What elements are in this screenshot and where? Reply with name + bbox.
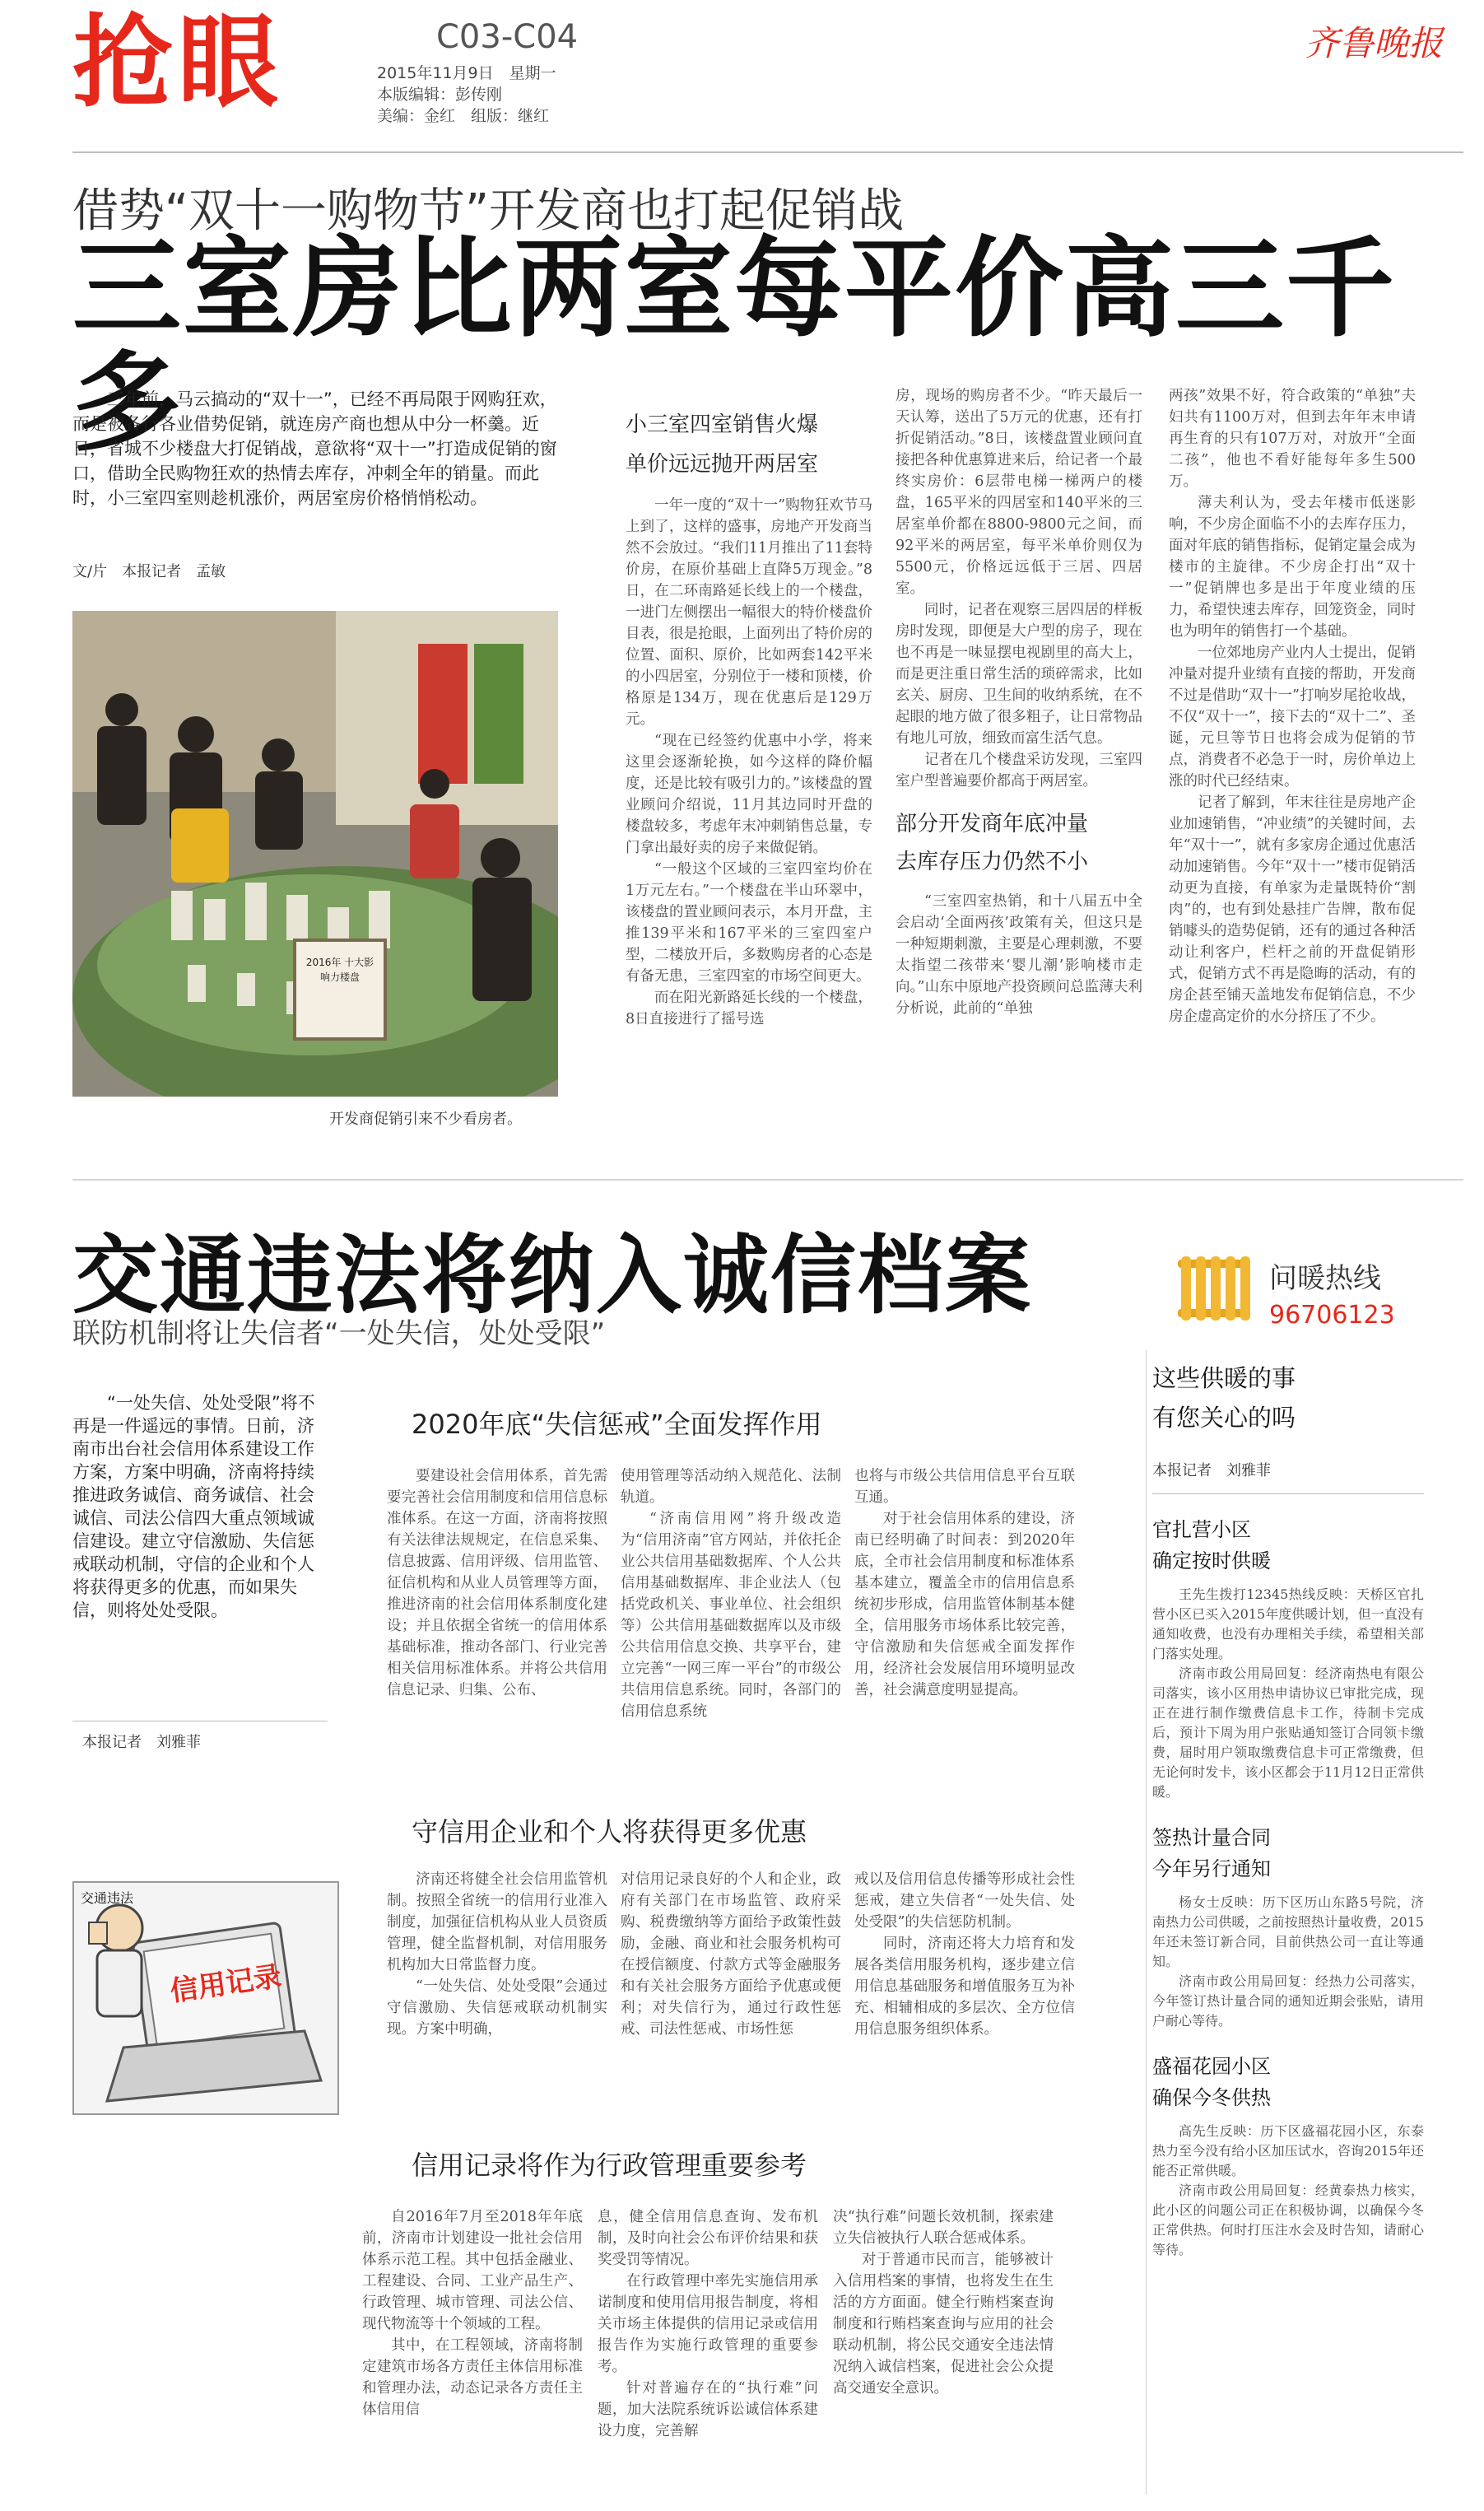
sidebar-item-text bbox=[1152, 1893, 1424, 2031]
sidebar-rule bbox=[1152, 1493, 1424, 1494]
story2-intro-text: “一处失信、处处受限”将不再是一件遥远的事情。日前，济南市出台社会信用体系建设工作方案，方案中明确，济南将持续推进政务诚信、商务诚信、社会诚信、司法公信四大重点领域诚信建设。建立守信激励、失信惩戒联动机制，守信的企业和个人将获得更多的优惠，而如果失信，则将处处受限。 bbox=[72, 1393, 315, 1620]
paragraph: 其中，在工程领域，济南将制定建筑市场各方责任主体信用标准和管理办法，动态记录各方责任主体信用信 bbox=[362, 2337, 583, 2418]
sidebar-divider bbox=[1146, 1350, 1147, 2495]
paragraph: 王先生拨打12345热线反映：天桥区官扎营小区已买入2015年度供暖计划，但一直没有通知收费，也没有办理相关手续，希望相关部门落实处理。 bbox=[1152, 1586, 1424, 1661]
story1-subhead-b1: 部分开发商年底冲量 bbox=[896, 812, 1089, 836]
paragraph: 决“执行难”问题长效机制，探索建立失信被执行人联合惩戒体系。 bbox=[833, 2209, 1054, 2247]
heating-sidebar bbox=[1152, 1358, 1424, 2260]
paragraph: 记者在几个楼盘采访发现，三室四室户型普遍要价都高于两居室。 bbox=[896, 752, 1142, 790]
paragraph: 济南市政公用局回复：经黄泰热力核实，此小区的问题公司正在积极协调，以确保今冬正常供热。何时打压注水会及时告知，请耐心等待。 bbox=[1152, 2183, 1424, 2257]
paragraph: 使用管理等活动纳入规范化、法制轨道。 bbox=[621, 1468, 841, 1506]
story1-subhead-b2: 去库存压力仍然不小 bbox=[896, 850, 1089, 874]
story2-sec2-col1 bbox=[387, 1869, 607, 2040]
story-divider bbox=[72, 1179, 1463, 1181]
story2-sec1-col2 bbox=[621, 1465, 841, 1722]
paragraph: “三室四室热销，和十八届五中全会启动‘全面两孩’政策有关，但这只是一种短期刺激，主要是心理刺激，不要太指望二孩带来‘婴儿潮’影响楼市走向。”山东中原地产投资顾问总监薄夫利分析说，此前的“单独 bbox=[896, 893, 1142, 1017]
hotline-label: 问暖热线 bbox=[1269, 1262, 1381, 1295]
story2-intro bbox=[72, 1391, 319, 1622]
story2-sec2-col2 bbox=[621, 1869, 841, 2040]
paragraph: “济南信用网”将升级改造为“信用济南”官方网站，并依托企业公共信用基础数据库、个人公共信用基础数据库、非企业法人（包括党政机关、事业单位、社会组织等）公共信用基础数据库以及市级公共信用信息交换、共享平台，建立完善“一网三库一平台”的市级公共信用信息系统。同时，各部门的信用信息系统 bbox=[621, 1511, 841, 1720]
story1-headline: 三室房比两室每平价高三千多 bbox=[72, 226, 1396, 467]
sidebar-item-head-2: 确保今冬供热 bbox=[1152, 2086, 1271, 2109]
paragraph: 息，健全信用信息查询、发布机制，及时向社会公布评价结果和获奖受罚等情况。 bbox=[598, 2209, 818, 2268]
sidebar-item-head-2: 确定按时供暖 bbox=[1152, 1549, 1271, 1572]
paragraph: 自2016年7月至2018年年底前，济南市计划建设一批社会信用体系示范工程。其中包括金融业、工程建设、合同、工业产品生产、行政管理、城市管理、司法公信、现代物流等十个领域的工程。 bbox=[362, 2209, 583, 2332]
story1-col2a-text bbox=[896, 385, 1142, 792]
sales-office-photo bbox=[72, 611, 558, 1097]
story2-sec1-col3 bbox=[854, 1465, 1075, 1701]
paragraph: 而在阳光新路延长线的一个楼盘，8日直接进行了摇号选 bbox=[626, 990, 872, 1027]
story2-subtitle: 联防机制将让失信者“一处失信，处处受限” bbox=[72, 1317, 606, 1350]
sidebar-item-head-1: 盛福花园小区 bbox=[1152, 2055, 1271, 2078]
story1-col3-text bbox=[1169, 385, 1416, 1027]
paragraph: 房，现场的购房者不少。“昨天最后一天认筹，送出了5万元的优惠，还有打折促销活动。”8日，该楼盘置业顾问直接把各种优惠算进来后，给记者一个最终实房价：6层带电梯一梯两户的楼盘，165平米的四居室和140平米的三居室单价都在8800-9800元之间，而92平米的两居室，每平米单价则仅为5500元，价格远远低于三居、四居室。 bbox=[896, 388, 1142, 597]
story1-lead-text: 三年前，马云搞动的“双十一”，已经不再局限于网购狂欢，而是被各行各业借势促销，就连房产商也想从中分一杯羹。近日，省城不少楼盘大打促销战，意欲将“双十一”打造成促销的窗口，借助全民购物狂欢的热情去库存，冲刺全年的销量。而此时，小三室四室则趁机涨价，两居室房价格悄悄松动。 bbox=[72, 389, 557, 508]
photo-sign-text: 2016年 十大影响力楼盘 bbox=[305, 957, 374, 983]
story1-photo-caption: 开发商促销引来不少看房者。 bbox=[329, 1111, 522, 1128]
sidebar-item bbox=[1152, 1514, 1424, 1802]
story2-sec3-col2 bbox=[598, 2206, 818, 2442]
story2-sec2-col3 bbox=[854, 1869, 1075, 2040]
issue-meta bbox=[377, 63, 556, 127]
radiator-icon bbox=[1173, 1251, 1255, 1325]
paragraph: 记者了解到，年末往往是房地产企业加速销售，“冲业绩”的关键时间，去年“双十一”，就有多家房企通过优惠活动加速销售。今年“双十一”楼市促销活动更为直接，有单家为走量既特价“割肉”的，也有到处悬挂广告牌，散布促销噱头的造势促销，还有的通过各种活动让利客户，栏杆之前的开盘促销形式，促销方式不再是隐晦的活动，有的房企甚至铺天盖地发布促销信息，不少房企虚高定价的水分挤压了不少。 bbox=[1169, 794, 1416, 1025]
paragraph: 同时，记者在观察三居四居的样板房时发现，即便是大户型的房子，现在也不再是一味显摆电视剧里的高大上，而是更注重日常生活的琐碎需求，比如玄关、厨房、卫生间的收纳系统，在不起眼的地方做了很多粗子，让日常物品有地儿可放，细致而富生活气息。 bbox=[896, 602, 1142, 747]
paragraph: 针对普遍存在的“执行难”问题，加大法院系统诉讼诚信体系建设力度，完善解 bbox=[598, 2380, 818, 2439]
issue-date: 2015年11月9日 星期一 bbox=[377, 64, 556, 82]
paragraph: “现在已经签约优惠中小学，将来这里会逐渐轮换，如今这样的降价幅度，还是比较有吸引力的。”该楼盘的置业顾问介绍说，11月其边同时开盘的楼盘较多，考虑年末冲刺销售总量，专门拿出最好卖的房子来做促销。 bbox=[626, 733, 872, 856]
paragraph: 杨女士反映：历下区历山东路5号院，济南热力公司供暖，之前按照热计量收费，2015年还未签订新合同，目前供热公司一直让等通知。 bbox=[1152, 1894, 1424, 1969]
paragraph: 济南市政公用局回复：经热力公司落实，今年签订热计量合同的通知近期会张贴，请用户耐心等待。 bbox=[1152, 1973, 1424, 2029]
sidebar-item-text bbox=[1152, 1585, 1424, 1802]
sidebar-item-head-1: 签热计量合同 bbox=[1152, 1826, 1271, 1849]
story1-photo bbox=[72, 611, 558, 1097]
newspaper-logo: 齐鲁晚报 bbox=[1305, 23, 1444, 63]
paragraph: 对于普通市民而言，能够被计入信用档案的事情，也将发生在生活的方方面面。健全行贿档案查询制度和行贿档案查询与应用的社会联动机制，将公民交通安全违法情况纳入诚信档案，促进社会公众提高交通安全意识。 bbox=[833, 2252, 1054, 2397]
paragraph: 高先生反映：历下区盛福花园小区，东泰热力至今没有给小区加压试水，咨询2015年还能否正常供暖。 bbox=[1152, 2123, 1424, 2178]
paragraph: 也将与市级公共信用信息平台互联互通。 bbox=[854, 1468, 1075, 1506]
sidebar-title-1: 这些供暖的事 bbox=[1152, 1364, 1296, 1392]
story1-subhead-a2: 单价远远抛开两居室 bbox=[626, 452, 819, 477]
illustration-note: 交通违法 bbox=[81, 1890, 134, 1906]
hotline-number: 96706123 bbox=[1269, 1301, 1395, 1330]
sidebar-title-2: 有您关心的吗 bbox=[1152, 1404, 1296, 1432]
issue-design: 美编：金红 组版：继红 bbox=[377, 107, 550, 125]
story1-column-1 bbox=[626, 408, 872, 1030]
story2-sec3-col3 bbox=[833, 2206, 1054, 2399]
paragraph: 对信用记录良好的个人和企业，政府有关部门在市场监管、政府采购、税费缴纳等方面给予政策性鼓励，金融、商业和社会服务机构可在授信额度、付款方式等金融服务和有关社会服务方面给予优惠或便利；对失信行为，通过行政性惩戒、司法性惩戒、市场性惩 bbox=[621, 1871, 841, 2038]
story1-subhead-a1: 小三室四室销售火爆 bbox=[626, 412, 819, 437]
paragraph: 一年一度的“双十一”购物狂欢节马上到了，这样的盛事，房地产开发商当然不会放过。“我们11月推出了11套特价房，在原价基础上直降5万现金。”8日，在二环南路延长线上的一个楼盘，一进门左侧摆出一幅很大的特价楼盘价目表，很是抢眼，上面列出了特价房的位置、面积、原价，比如两套142平米的小四居室，分别位于一楼和顶楼，价格原是134万，现在优惠后是129万元。 bbox=[626, 497, 872, 728]
sidebar-item-head-2: 今年另行通知 bbox=[1152, 1857, 1271, 1880]
paragraph: 济南市政公用局回复：经济南热电有限公司落实，该小区用热申请协议已审批完成，现正在进行制作缴费信息卡工作，待制卡完成后，预计下周为用户张贴通知签订合同领卡缴费，届时用户领取缴费信息卡可正常缴费，但无论何时发卡，该小区都会于11月12日正常供暖。 bbox=[1152, 1665, 1424, 1800]
story2-sec1-col1 bbox=[387, 1465, 607, 1701]
paragraph: 同时，济南还将大力培育和发展各类信用服务机构，逐步建立信用信息基础服务和增值服务互为补充、相辅相成的多层次、全方位信用信息服务组织体系。 bbox=[854, 1936, 1075, 2038]
story2-headline: 交通违法将纳入诚信档案 bbox=[72, 1225, 1033, 1325]
story2-section3-title: 信用记录将作为行政管理重要参考 bbox=[412, 2150, 807, 2181]
story2-sec3-col1 bbox=[362, 2206, 583, 2420]
sidebar-item-text bbox=[1152, 2122, 1424, 2260]
section-masthead-title: 抢眼 bbox=[72, 2, 283, 121]
page-code: C03-C04 bbox=[436, 18, 579, 56]
paragraph: 要建设社会信用体系，首先需要完善社会信用制度和信用信息标准体系。在这一方面，济南将按照有关法律法规规定，在信息采集、信息披露、信用评级、信用监管、征信机构和从业人员管理等方面，推进济南的社会信用体系制度化建设；并且依据全省统一的信用体系基础标准，推动各部门、行业完善相关信用标准体系。并将公共信用信息记录、归集、公布、 bbox=[387, 1468, 607, 1698]
credit-record-illustration bbox=[72, 1881, 339, 2115]
sidebar-item bbox=[1152, 1822, 1424, 2031]
paragraph: “一般这个区域的三室四室均价在1万元左右。”一个楼盘在半山环翠中，该楼盘的置业顾问表示，本月开盘，主推139平米和167平米的三室四室户型，二楼放开后，多数购房者的心态是有备无患，三室四室的市场空间更大。 bbox=[626, 861, 872, 985]
paragraph: “一处失信、处处受限”会通过守信激励、失信惩戒联动机制实现。方案中明确， bbox=[387, 1978, 607, 2038]
story1-byline: 文/片 本报记者 孟敏 bbox=[72, 563, 226, 580]
story1-col2b-text bbox=[896, 891, 1142, 1019]
story1-kicker: 借势“双十一购物节”开发商也打起促销战 bbox=[72, 184, 905, 238]
paragraph: 一位郊地房产业内人士提出，促销冲量对提升业绩有直接的帮助，开发商不过是借助“双十一”打响岁尾抢收战，不仅“双十一”，接下去的“双十二”、圣诞，元旦等节日也将会成为促销的节点，消费者不必急于一时，房价单边上涨的时代已经结束。 bbox=[1169, 645, 1416, 790]
story2-section2-title: 守信用企业和个人将获得更多优惠 bbox=[412, 1816, 807, 1847]
sidebar-item-head-1: 官扎营小区 bbox=[1152, 1518, 1251, 1541]
story2-byline: 本报记者 刘雅菲 bbox=[82, 1734, 201, 1751]
issue-editor: 本版编辑：彭传刚 bbox=[377, 86, 503, 104]
masthead-divider bbox=[72, 151, 1463, 153]
paragraph: 薄夫利认为，受去年楼市低迷影响，不少房企面临不小的去库存压力，面对年底的销售指标，促销定量会成为楼市的主旋律。不少房企打出“双十一”促销牌也多是出于年度业绩的压力，希望快速去库存，回笼资金，同时也为明年的销售打一个基础。 bbox=[1169, 495, 1416, 640]
paragraph: 两孩”效果不好，符合政策的“单独”夫妇共有1100万对，但到去年年末申请再生育的只有107万对，对放开“全面二孩”，他也不看好能每年多生500万。 bbox=[1169, 388, 1416, 490]
story1-col1-text bbox=[626, 495, 872, 1030]
paragraph: 对于社会信用体系的建设，济南已经明确了时间表：到2020年底，全市社会信用制度和标准体系基本建立，覆盖全市的信用信息系统初步形成，信用监管体制基本健全，信用服务市场体系比较完善，守信激励和失信惩戒全面发挥作用，经济社会发展信用环境明显改善，社会满意度明显提高。 bbox=[854, 1511, 1075, 1698]
paragraph: 在行政管理中率先实施信用承诺制度和使用信用报告制度，将相关市场主体提供的信用记录或信用报告作为实施行政管理的重要参考。 bbox=[598, 2273, 818, 2375]
sidebar-byline: 本报记者 刘雅菲 bbox=[1152, 1462, 1271, 1479]
paragraph: 济南还将健全社会信用监管机制。按照全省统一的信用行业准入制度，加强征信机构从业人员资质管理，健全监督机制，对信用服务机构加大日常监督力度。 bbox=[387, 1871, 607, 1973]
story2-section1-title: 2020年底“失信惩戒”全面发挥作用 bbox=[412, 1409, 822, 1440]
sidebar-item bbox=[1152, 2051, 1424, 2260]
illustration-screen-text: 信用记录 bbox=[168, 1959, 284, 2009]
story1-lead bbox=[72, 387, 561, 510]
story1-column-2 bbox=[896, 385, 1142, 1019]
paragraph: 戒以及信用信息传播等形成社会性惩戒，建立失信者“一处失信、处处受限”的失信惩防机制。 bbox=[854, 1871, 1075, 1931]
story1-column-3 bbox=[1169, 385, 1416, 1027]
